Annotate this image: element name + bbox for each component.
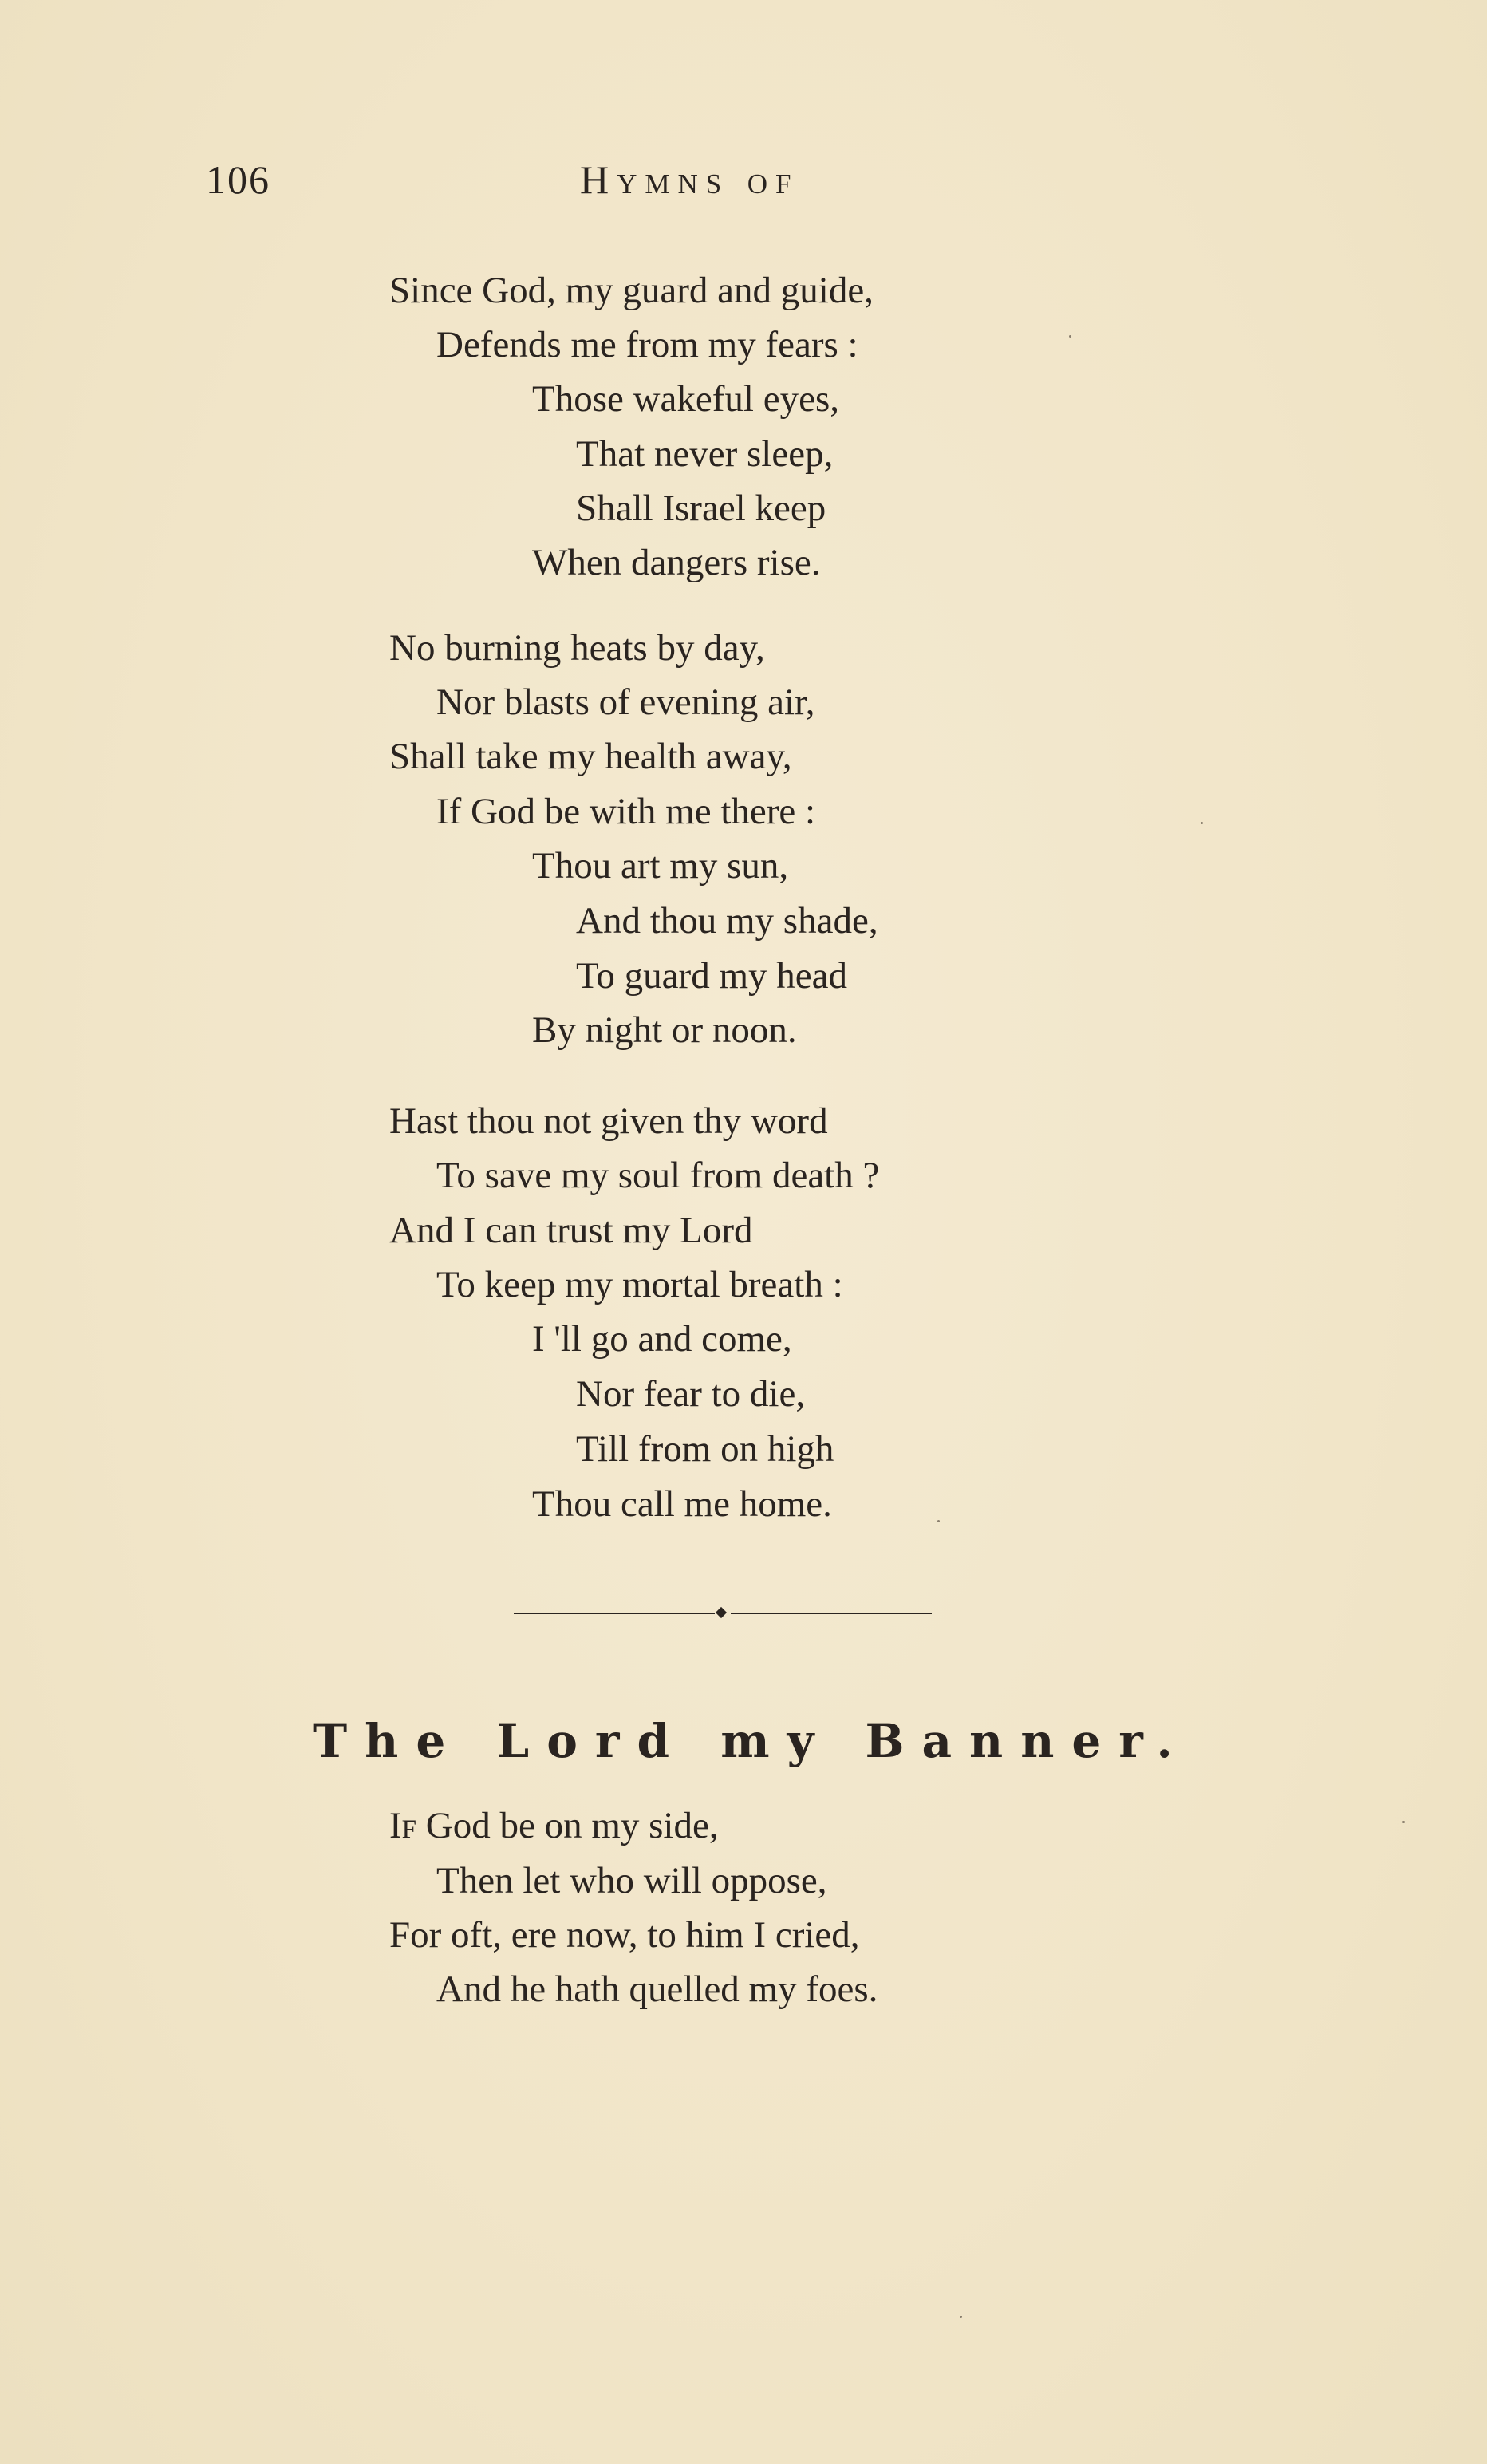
verse-line: If God be with me there : (436, 791, 816, 832)
verse-line: No burning heats by day, (389, 627, 765, 669)
verse-line: Shall Israel keep (576, 488, 826, 529)
verse-line: And I can trust my Lord (389, 1210, 753, 1251)
divider-line-left (514, 1613, 715, 1614)
verse-line: Nor blasts of evening air, (436, 681, 815, 723)
verse-line: Those wakeful eyes, (532, 378, 839, 420)
divider-diamond-icon (716, 1607, 727, 1618)
paper-speck (960, 2316, 962, 2318)
verse-line-rest: God be on my side, (416, 1805, 719, 1846)
page-number: 106 (206, 157, 270, 202)
verse-line: Till from on high (576, 1428, 834, 1470)
ornamental-divider (514, 1605, 932, 1621)
verse-line: To keep my mortal breath : (436, 1264, 843, 1305)
verse-line: For oft, ere now, to him I cried, (389, 1914, 860, 1956)
hymn-title: The Lord my Banner. (313, 1714, 1190, 1768)
verse-line: Since God, my guard and guide, (389, 270, 874, 311)
verse-line: Then let who will oppose, (436, 1860, 827, 1901)
verse-line: By night or noon. (532, 1009, 797, 1051)
verse-line: Nor fear to die, (576, 1373, 806, 1415)
verse-line: When dangers rise. (532, 542, 821, 583)
paper-speck (1069, 335, 1071, 338)
opening-word: If (389, 1805, 417, 1846)
verse-line: To guard my head (576, 955, 847, 997)
paper-speck (1402, 1821, 1405, 1823)
running-title: Hymns of (580, 157, 799, 202)
verse-line: That never sleep, (576, 433, 834, 475)
verse-line: And he hath quelled my foes. (436, 1968, 878, 2010)
verse-line: Defends me from my fears : (436, 324, 858, 365)
paper-speck (937, 1520, 940, 1522)
verse-line: Thou art my sun, (532, 845, 789, 886)
verse-line: I 'll go and come, (532, 1318, 792, 1360)
verse-line: Thou call me home. (532, 1483, 832, 1525)
verse-line: And thou my shade, (576, 900, 878, 942)
verse-line: Shall take my health away, (389, 736, 792, 777)
paper-speck (1201, 822, 1203, 824)
verse-line: To save my soul from death ? (436, 1155, 880, 1196)
divider-line-right (731, 1613, 932, 1614)
running-head (0, 156, 1487, 212)
verse-line (389, 1802, 719, 1850)
verse-line: Hast thou not given thy word (389, 1100, 828, 1142)
